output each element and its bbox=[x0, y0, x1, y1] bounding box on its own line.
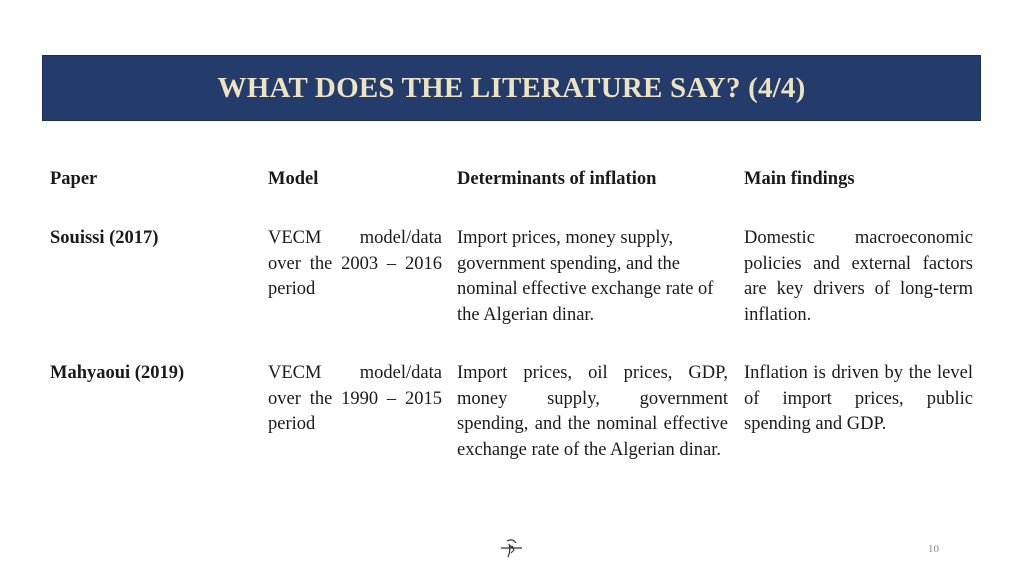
table-row-paper: Mahyaoui (2019) bbox=[50, 363, 185, 383]
column-header-paper: Paper bbox=[50, 169, 98, 189]
bird-logo-icon bbox=[498, 535, 526, 563]
page-number: 10 bbox=[928, 543, 939, 555]
table-row-paper: Souissi (2017) bbox=[50, 228, 159, 248]
table-row-determinants: Import prices, oil prices, GDP, money supply, government spending, and the nominal effective exchange rate of the Algerian dinar. bbox=[457, 363, 728, 460]
table-row-model: VECM model/data over the 2003 – 2016 period bbox=[268, 228, 442, 299]
table-row-determinants: Import prices, money supply, government spending, and the nominal effective exchange rate of the Algerian dinar. bbox=[457, 228, 714, 325]
table-row-findings: Inflation is driven by the level of import prices, public spending and GDP. bbox=[744, 363, 973, 434]
title-bar bbox=[42, 55, 981, 121]
column-header-findings: Main findings bbox=[744, 169, 855, 189]
table-row-findings: Domestic macroeconomic policies and external factors are key drivers of long-term inflation. bbox=[744, 228, 973, 325]
slide-title: WHAT DOES THE LITERATURE SAY? (4/4) bbox=[217, 71, 806, 104]
column-header-determinants: Determinants of inflation bbox=[457, 169, 657, 189]
table-row-model: VECM model/data over the 1990 – 2015 period bbox=[268, 363, 442, 434]
column-header-model: Model bbox=[268, 169, 319, 189]
